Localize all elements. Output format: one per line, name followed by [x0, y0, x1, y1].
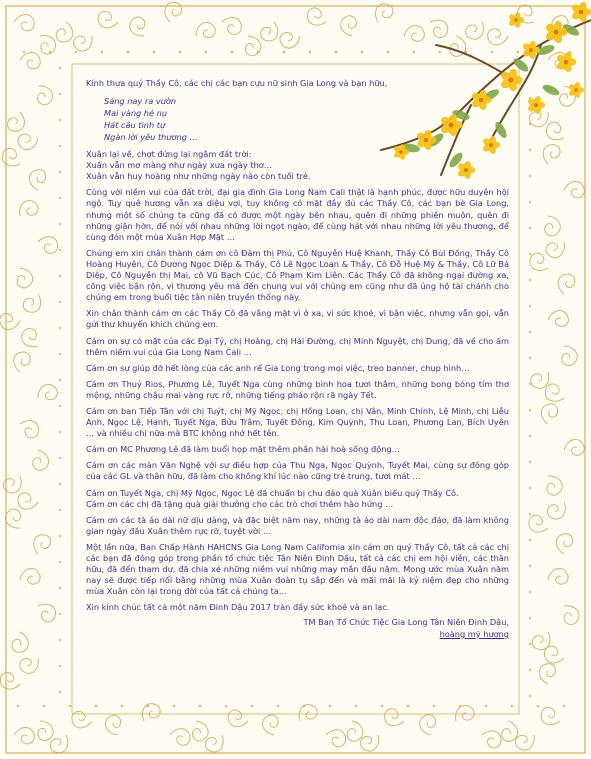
- poem-line: Ngàn lời yêu thương …: [104, 132, 198, 143]
- paragraph: Xin chân thành cám ơn các Thầy Cô đã vắng mặt vì ở xa, vì sức khoẻ, vì bận việc, nhưng vẫn gọi, vẫn gửi thư khuyến khích chúng em.: [86, 308, 509, 330]
- letter-body: [86, 78, 509, 640]
- intro-line: Xuân vẫn huy hoàng như những ngày nào còn tuổi trẻ.: [86, 171, 311, 182]
- paragraph: Cùng với niềm vui của đất trời, đại gia đình Gia Long Nam Cali thật là hạnh phúc, được hữu duyên hội ngộ. Tuy quê hương vẫn xa diệu vợi, tuy không có mặt đầy đủ các Thầy Cô, các bạn bè Gia Long, nhưng một số chúng ta cũng đã có được một ngày bên nhau, quên đi những phiền muộn, quên đi những giận hờn, để nói với nhau những lời ngọt ngào, để cùng hát với nhau những lời yêu thương, để cùng đón một mùa Xuân Hợp Mặt …: [86, 187, 509, 242]
- paragraph: Xin kính chúc tất cả một năm Đinh Dậu 2017 tràn đầy sức khoẻ và an lạc.: [86, 602, 390, 613]
- paragraph: Cám ơn Tuyết Nga, chị Mỹ Ngọc, Ngọc Lệ đã chuẩn bị chu đáo quà Xuân biếu quý Thầy Cô.: [86, 487, 459, 498]
- signoff: [86, 617, 509, 640]
- signoff-org: TM Ban Tổ Chức Tiệc Gia Long Tân Niên Đinh Dậu,: [303, 617, 509, 628]
- intro-lines: [86, 149, 509, 182]
- paragraph: Cám ơn các màn Văn Nghệ với sự điều hợp của Thu Nga, Ngọc Quỳnh, Tuyết Mai, cùng sự đóng góp của các GL và thân hữu, đã làm cho không khí lúc nào cũng trẻ trung, tươi mát …: [86, 460, 509, 482]
- intro-line: Xuân lại về, chợt đứng lại ngắm đất trời:: [86, 149, 252, 160]
- paragraph: Chúng em xin chân thành cám ơn cô Đàm thị Phú, Cô Nguyễn Huệ Khanh, Thầy Cô Bùi Đồng, Thầy Cô Hoàng Huyên, Cô Dương Ngọc Diệp & Thầy, Cô Lê Ngọc Loan & Thầy, Cô Đỗ Huệ Mỹ & Thầy, Cô Lữ Bá Diệp, Cô Nguyễn thị Mai, cô Vũ Bạch Cúc, Cô Phạm Kim Liên. Các Thầy Cô đã không ngại đường xa, công việc bận rộn, vì thương yêu mà đến chung vui với chúng em cũng như đã ủng hộ tài chánh cho chúng em trong buổi tiệc tân niên truyền thống này.: [86, 247, 509, 303]
- paragraph: Cám ơn ban Tiếp Tân với chị Tuýt, chị Mỹ Ngọc, chị Hồng Loan, chị Vân, Minh Chính, Lệ Minh, chị Liễu Anh, Ngọc Lệ, Hạnh, Tuyết Nga, Bửu Trâm, Tuyết Đông, Kim Quỳnh, Thu Loan, Phương Lan, Bích Uyên … và nhiều chị nữa mà BTC không nhớ hết tên.: [86, 405, 509, 439]
- paragraph: Cám ơn Thuỷ Rios, Phương Lê, Tuyết Nga cùng những bình hoa tươi thắm, những bong bóng tím thơ mộng, những chậu mai vàng rực rỡ, những tiếng pháo rộn rã ngày Tết.: [86, 378, 509, 400]
- poem-line: Sáng nay ra vườn: [104, 96, 177, 107]
- paragraph: Cám ơn MC Phương Lê đã làm buổi họp mặt thêm phần hài hoà sống động…: [86, 444, 400, 455]
- paragraph: Một lần nữa, Ban Chấp Hành HAHCNS Gia Long Nam California xin cám ơn quý Thầy Cô, tất cả các chị các bạn đã đóng góp trong phần tổ chức tiệc Tân Niên Đinh Dậu, tất cả các chị em hội viên, các thân hữu, đã đến tham dự, đã chia xẻ những niềm vui những may mắn đầu năm. Mong ước mùa Xuân năm nay sẽ được tiếp nối bằng những mùa Xuân đoàn tụ sắp đến và mãi mãi là kỷ niệm đẹp cho những mùa Xuân còn lại trong đời của tất cả chúng ta…: [86, 541, 509, 597]
- paragraph: Cám ơn các tà áo dài nữ dịu dàng, và đặc biệt năm nay, những tà áo dài nam độc đáo, đã làm không gian ngày đầu Xuân thêm rực rỡ, tuyệt vời …: [86, 514, 509, 536]
- paragraph: Cám ơn sự có mặt của các Đại Tỷ, chị Hoàng, chị Hải Đường, chị Minh Nguyệt, chị Dung, đã về cho ấm thêm niềm vui của Gia Long Nam Cali …: [86, 335, 509, 357]
- poem-line: Hát câu tình tự: [104, 120, 166, 131]
- signoff-author: hoàng mỹ hương: [439, 628, 509, 639]
- paragraph: Cám ơn các chị đã tặng quà giải thưởng cho các trò chơi thêm hào hứng …: [86, 498, 394, 509]
- poem-line: Mai vàng hé nụ: [104, 108, 168, 119]
- poem-verse: [104, 95, 509, 143]
- intro-line: Xuân vẫn mơ màng như ngày xưa ngày thơ…: [86, 160, 272, 171]
- paragraph: Cám ơn sự giúp đỡ hết lòng của các anh rể Gia Long trong mọi việc, treo banner, chụp hình…: [86, 362, 470, 373]
- greeting-line: Kính thưa quý Thầy Cô, các chị các bạn cựu nữ sinh Gia Long và bạn hữu,: [86, 78, 388, 88]
